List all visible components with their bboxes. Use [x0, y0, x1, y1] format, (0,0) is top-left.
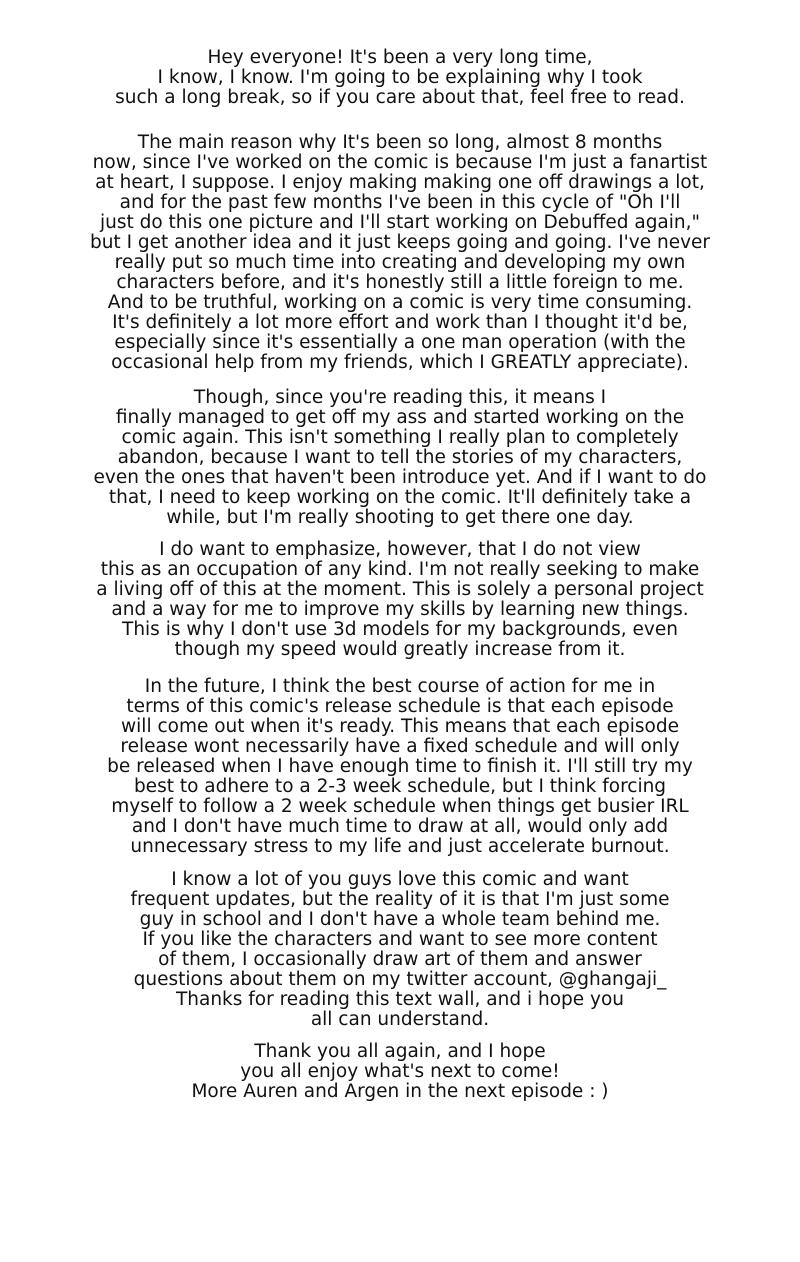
- text-line: If you like the characters and want to see more content: [142, 929, 658, 950]
- paragraph-schedule: [40, 677, 760, 857]
- text-line: and I don't have much time to draw at all, would only add: [131, 816, 669, 837]
- text-line: be released when I have enough time to finish it. I'll still try my: [107, 756, 693, 777]
- text-line: at heart, I suppose. I enjoy making making one off drawings a lot,: [95, 172, 705, 193]
- text-line: terms of this comic's release schedule is that each episode: [126, 696, 674, 717]
- text-line: comic again. This isn't something I really plan to completely: [121, 427, 679, 448]
- paragraph-emphasis: [40, 540, 760, 660]
- text-line: you all enjoy what's next to come!: [240, 1061, 560, 1082]
- text-line: really put so much time into creating and developing my own: [114, 252, 686, 273]
- text-line: Hey everyone! It's been a very long time,: [207, 47, 593, 68]
- text-line: I know, I know. I'm going to be explaining why I took: [157, 67, 643, 88]
- text-line: even the ones that haven't been introduce yet. And if I want to do: [93, 467, 707, 488]
- paragraph-reason: [40, 133, 760, 373]
- text-line: occasional help from my friends, which I GREATLY appreciate).: [111, 352, 689, 373]
- text-line: It's definitely a lot more effort and work than I thought it'd be,: [112, 312, 688, 333]
- text-line: and a way for me to improve my skills by learning new things.: [111, 599, 689, 620]
- text-line: unnecessary stress to my life and just accelerate burnout.: [130, 836, 670, 857]
- text-line: In the future, I think the best course of action for me in: [144, 676, 656, 697]
- text-line: though my speed would greatly increase from it.: [174, 639, 626, 660]
- text-line: Though, since you're reading this, it means I: [193, 387, 607, 408]
- text-line: such a long break, so if you care about that, feel free to read.: [115, 87, 685, 108]
- text-line: this as an occupation of any kind. I'm not really seeking to make: [100, 559, 700, 580]
- text-line: Thanks for reading this text wall, and i hope you: [175, 989, 625, 1010]
- text-line: I know a lot of you guys love this comic and want: [171, 869, 629, 890]
- paragraph-updates: [40, 870, 760, 1030]
- text-line: And to be truthful, working on a comic is very time consuming.: [107, 292, 693, 313]
- paragraph-greeting: [40, 48, 760, 108]
- text-line: a living off of this at the moment. This is solely a personal project: [96, 579, 704, 600]
- text-line: This is why I don't use 3d models for my backgrounds, even: [122, 619, 678, 640]
- text-line: abandon, because I want to tell the stories of my characters,: [117, 447, 683, 468]
- text-line: guy in school and I don't have a whole team behind me.: [139, 909, 661, 930]
- text-line: but I get another idea and it just keeps going and going. I've never: [89, 232, 711, 253]
- paragraph-return: [40, 388, 760, 528]
- text-line: questions about them on my twitter account, @ghangaji_: [133, 969, 667, 990]
- text-line: frequent updates, but the reality of it is that I'm just some: [130, 889, 670, 910]
- text-line: just do this one picture and I'll start working on Debuffed again,": [99, 212, 701, 233]
- text-line: all can understand.: [310, 1009, 490, 1030]
- text-line: Thank you all again, and I hope: [254, 1041, 546, 1062]
- text-line: while, but I'm really shooting to get there one day.: [166, 507, 634, 528]
- text-line: The main reason why It's been so long, almost 8 months: [137, 132, 663, 153]
- text-line: of them, I occasionally draw art of them and answer: [158, 949, 642, 970]
- text-line: will come out when it's ready. This means that each episode: [121, 716, 679, 737]
- text-line: myself to follow a 2 week schedule when things get busier IRL: [111, 796, 689, 817]
- text-line: especially since it's essentially a one man operation (with the: [114, 332, 686, 353]
- text-line: release wont necessarily have a fixed schedule and will only: [120, 736, 680, 757]
- text-line: that, I need to keep working on the comic. It'll definitely take a: [108, 487, 692, 508]
- text-line: and for the past few months I've been in this cycle of "Oh I'll: [119, 192, 681, 213]
- text-line: I do want to emphasize, however, that I do not view: [159, 539, 641, 560]
- text-line: best to adhere to a 2-3 week schedule, but I think forcing: [133, 776, 667, 797]
- text-line: characters before, and it's honestly still a little foreign to me.: [116, 272, 684, 293]
- text-line: More Auren and Argen in the next episode : ): [191, 1081, 609, 1102]
- text-line: now, since I've worked on the comic is because I'm just a fanartist: [92, 152, 708, 173]
- paragraph-closing: [40, 1042, 760, 1102]
- text-line: finally managed to get off my ass and started working on the: [115, 407, 685, 428]
